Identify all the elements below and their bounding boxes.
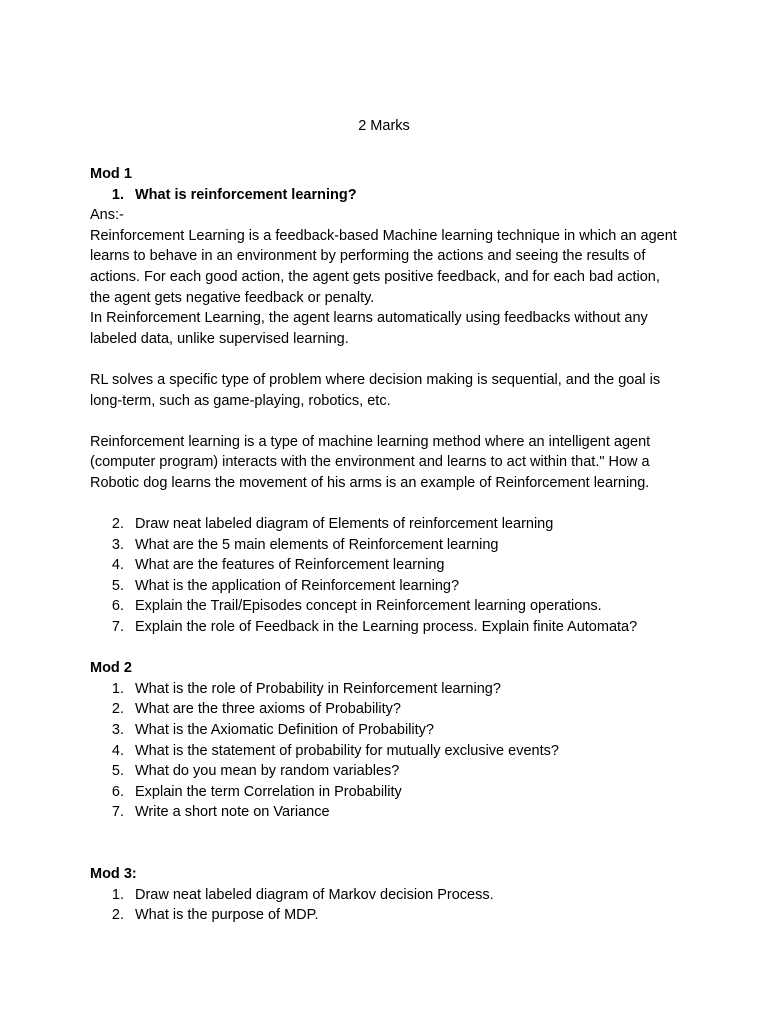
list-item-text: Write a short note on Variance xyxy=(135,804,330,821)
list-item-text: What are the three axioms of Probability? xyxy=(135,701,401,718)
answer-paragraph-2: In Reinforcement Learning, the agent learns automatically using feedbacks without any labeled data, unlike supervised learning. xyxy=(90,310,648,347)
list-item xyxy=(90,782,680,803)
list-item-number: 2. xyxy=(111,907,124,924)
list-item xyxy=(90,555,680,576)
list-item xyxy=(90,185,680,206)
list-item xyxy=(90,802,680,823)
list-item xyxy=(90,576,680,597)
list-item-number: 7. xyxy=(111,619,124,636)
list-item xyxy=(90,617,680,638)
mod1-question-list xyxy=(90,514,680,638)
mod2-question-list xyxy=(90,679,680,823)
list-item-text: What is reinforcement learning? xyxy=(135,186,357,203)
mod3-question-list xyxy=(90,885,680,926)
answer-paragraph-4: Reinforcement learning is a type of machine learning method where an intelligent agent (computer program) interacts with the environment and learns to act within that." How a Robotic dog learns the movement of his arms is an example of Reinforcement learning. xyxy=(90,433,651,491)
answer-paragraph-1: Reinforcement Learning is a feedback-based Machine learning technique in which an agent learns to behave in an environment by performing the actions and seeing the results of actions. For each good action, the agent gets positive feedback, and for each bad action, the agent gets negative feedback or penalty. xyxy=(90,227,677,306)
answer-paragraph-3: RL solves a specific type of problem where decision making is sequential, and the goal is long-term, such as game-playing, robotics, etc. xyxy=(90,371,661,409)
list-item-number: 5. xyxy=(111,577,124,594)
list-item-text: What is the purpose of MDP. xyxy=(135,907,319,924)
list-item-text: Draw neat labeled diagram of Elements of reinforcement learning xyxy=(135,516,554,533)
mod2-heading: Mod 2 xyxy=(90,660,132,677)
list-item xyxy=(90,741,680,762)
mod1-heading: Mod 1 xyxy=(90,166,132,182)
list-item-number: 4. xyxy=(111,742,124,759)
list-item-text: What is the statement of probability for mutually exclusive events? xyxy=(135,742,559,759)
list-item-text: What do you mean by random variables? xyxy=(135,763,400,780)
list-item-number: 7. xyxy=(111,804,124,821)
list-item-number: 6. xyxy=(111,598,124,615)
list-item-number: 6. xyxy=(111,783,124,800)
list-item xyxy=(90,761,680,782)
list-item xyxy=(90,720,680,741)
list-item-number: 3. xyxy=(111,722,124,739)
page-title: 2 Marks xyxy=(358,118,410,134)
list-item-number: 1. xyxy=(111,680,124,697)
list-item-number: 1. xyxy=(111,186,124,203)
list-item xyxy=(90,699,680,720)
list-item-number: 3. xyxy=(111,536,124,553)
list-item-text: What are the 5 main elements of Reinforcement learning xyxy=(135,536,499,553)
list-item-number: 4. xyxy=(111,557,124,574)
mod3-heading: Mod 3: xyxy=(90,866,137,882)
list-item xyxy=(90,596,680,617)
list-item xyxy=(90,905,680,926)
list-item xyxy=(90,535,680,556)
list-item-text: What are the features of Reinforcement learning xyxy=(135,557,445,574)
list-item-number: 5. xyxy=(111,763,124,780)
list-item-number: 2. xyxy=(111,701,124,718)
answer-label: Ans:- xyxy=(90,207,124,224)
document-body xyxy=(90,164,680,926)
list-item xyxy=(90,679,680,700)
list-item-text: Explain the term Correlation in Probability xyxy=(135,783,402,800)
list-item-text: Draw neat labeled diagram of Markov decision Process. xyxy=(135,886,494,903)
list-item xyxy=(90,514,680,535)
list-item-number: 1. xyxy=(111,886,124,903)
mod1-question-1-list xyxy=(90,185,680,206)
list-item xyxy=(90,885,680,906)
list-item-text: Explain the Trail/Episodes concept in Reinforcement learning operations. xyxy=(135,598,602,615)
list-item-text: Explain the role of Feedback in the Learning process. Explain finite Automata? xyxy=(135,619,638,636)
list-item-text: What is the Axiomatic Definition of Probability? xyxy=(135,722,434,739)
list-item-text: What is the role of Probability in Reinforcement learning? xyxy=(135,680,501,697)
list-item-text: What is the application of Reinforcement learning? xyxy=(135,577,460,594)
list-item-number: 2. xyxy=(111,516,124,533)
